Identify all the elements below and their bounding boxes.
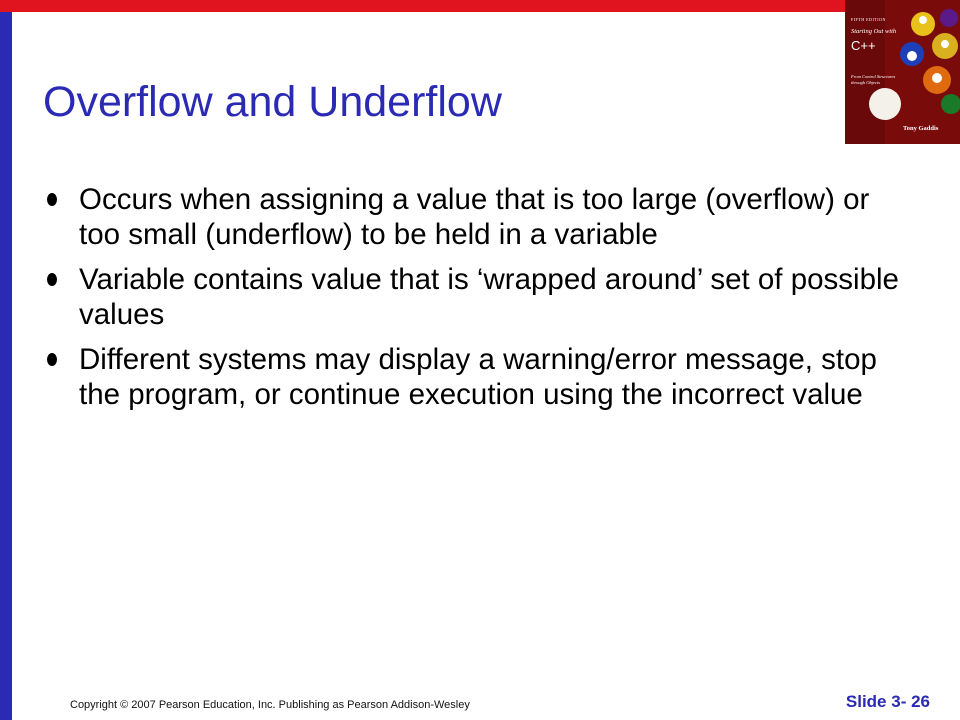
bullet-text: Variable contains value that is ‘wrapped around’ set of possible values: [79, 263, 899, 331]
bullet-list: [45, 182, 905, 422]
cover-subtitle: through Objects: [851, 80, 880, 85]
bullet-item: [45, 262, 905, 332]
cover-author: Tony Gaddis: [903, 125, 939, 132]
bullet-dot-icon: [47, 273, 57, 286]
bullet-item: [45, 342, 905, 412]
cover-ball-number: 5: [908, 54, 912, 61]
cover-language: C++: [851, 38, 876, 53]
slide-title: Overflow and Underflow: [43, 78, 502, 126]
footer-copyright: Copyright © 2007 Pearson Education, Inc. Publishing as Pearson Addison-Wesley: [70, 699, 470, 711]
bullet-item: [45, 182, 905, 252]
book-cover-image: [845, 0, 960, 144]
bullet-dot-icon: [47, 193, 57, 206]
cover-title: Starting Out with: [851, 28, 897, 35]
bullet-text: Different systems may display a warning/error message, stop the program, or continue execution using the incorrect value: [79, 343, 877, 411]
left-accent-bar: [0, 0, 12, 720]
bullet-text: Occurs when assigning a value that is too large (overflow) or too small (underflow) to be held in a variable: [79, 183, 870, 251]
bullet-dot-icon: [47, 353, 57, 366]
cover-edition: FIFTH EDITION: [851, 17, 886, 22]
top-accent-bar: [0, 0, 960, 12]
cover-subtitle: From Control Structures: [851, 74, 896, 79]
slide-number: Slide 3- 26: [845, 692, 930, 711]
